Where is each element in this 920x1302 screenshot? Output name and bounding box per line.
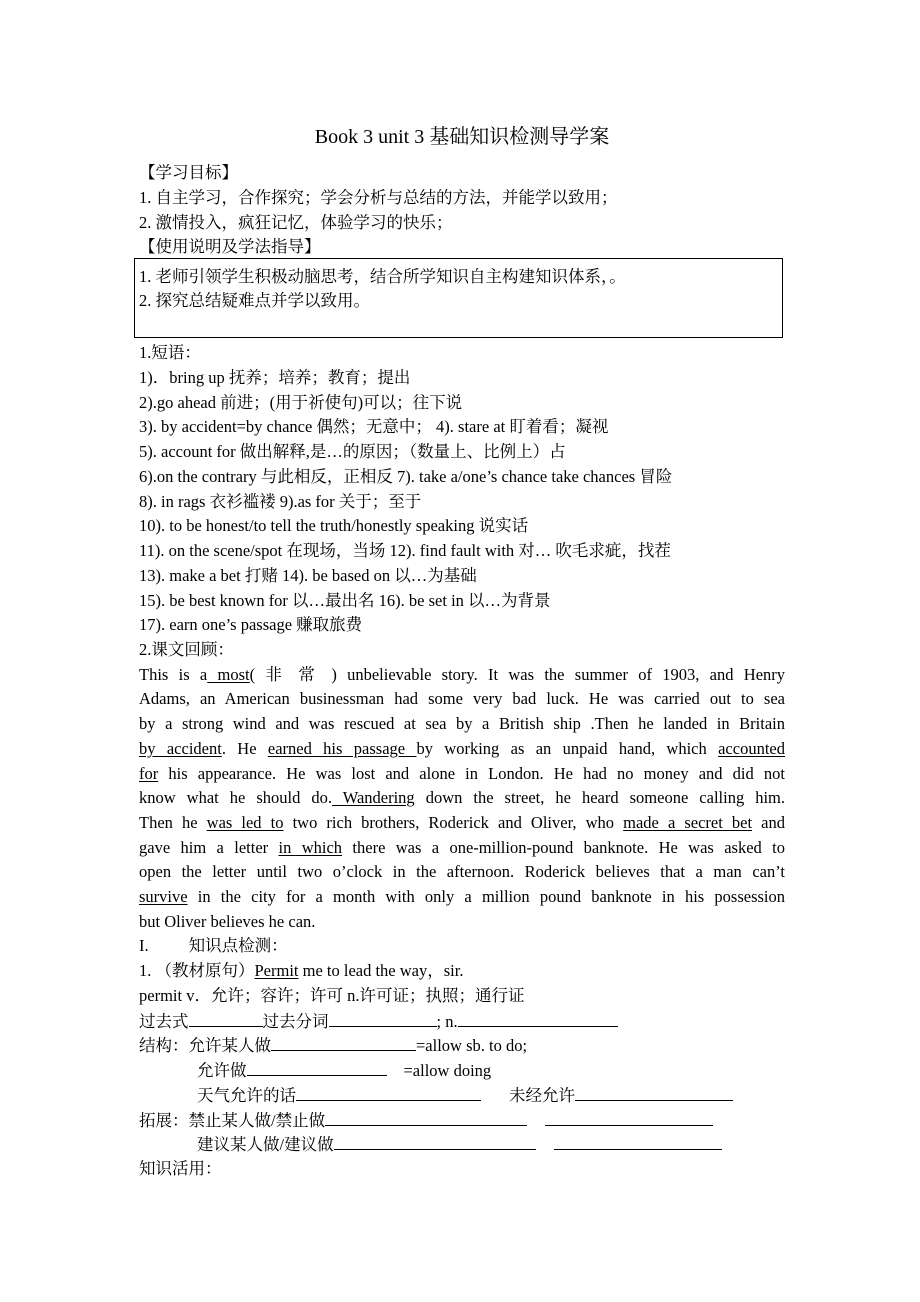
review-header: 2.课文回顾： <box>139 640 234 659</box>
phrases-header: 1.短语： <box>139 343 201 362</box>
usage-item: 1. 老师引领学生积极动脑思考，结合所学知识自主构建知识体系，。 <box>139 267 626 286</box>
paragraph-line: by accident. He earned his passage by working as an unpaid hand, which accounted <box>139 738 785 758</box>
extend-blank-4[interactable] <box>554 1132 722 1150</box>
paragraph-line: This is a most( 非 常 ) unbelievable story. It was the summer of 1903, and Henry <box>139 664 786 684</box>
noun-blank[interactable] <box>458 1009 618 1027</box>
main-content <box>139 341 785 1182</box>
forms-line: 过去式 过去分词 ; n. <box>139 1009 785 1034</box>
goal-item: 1. 自主学习，合作探究；学会分析与总结的方法，并能学以致用； <box>139 187 618 207</box>
phrase-item: 2).go ahead 前进；(用于祈使句)可以；往下说 <box>139 392 463 412</box>
phrase-item: 10). to be honest/to tell the truth/honestly speaking 说实话 <box>139 516 529 536</box>
extend-blank-2[interactable] <box>545 1108 713 1126</box>
phrase-item: 17). earn one’s passage 赚取旅费 <box>139 615 363 635</box>
paragraph-line: for his appearance. He was lost and alone in London. He had no money and did not <box>139 763 785 783</box>
extend-line-2: 建议某人做/建议做 <box>139 1132 785 1157</box>
structure-line-3: 天气允许的话 未经允许 <box>139 1083 785 1108</box>
item-1: 1. （教材原句）Permit me to lead the way，sir. <box>139 961 464 981</box>
phrase-item: 5). account for 做出解释,是…的原因；（数量上、比例上）占 <box>139 442 566 461</box>
structure-blank-1[interactable] <box>271 1033 416 1051</box>
phrase-item: 8). in rags 衣衫褴褛 9).as for 关于；至于 <box>139 491 422 511</box>
phrase-item: 13). make a bet 打赌 14). be based on 以…为基础 <box>139 565 477 585</box>
usage-box <box>134 258 783 338</box>
apply-header: 知识活用： <box>139 1159 222 1179</box>
structure-line-2: 允许做 =allow doing <box>139 1058 785 1083</box>
paragraph-line: Adams, an American businessman had some very bad luck. He was carried out to sea <box>139 689 785 709</box>
paragraph-line: Then he was led to two rich brothers, Roderick and Oliver, who made a secret bet and <box>139 812 785 832</box>
paragraph-line: gave him a letter in which there was a one-million-pound banknote. He was asked to <box>139 837 785 857</box>
extend-line-1: 拓展：禁止某人做/禁止做 <box>139 1108 785 1133</box>
goals-header: 【学习目标】 <box>139 163 238 182</box>
paragraph-line: know what he should do. Wandering down the street, he heard someone calling him. <box>139 788 785 808</box>
extend-blank-1[interactable] <box>325 1108 527 1126</box>
review-paragraph <box>139 663 785 935</box>
phrase-item: 15). be best known for 以…最出名 16). be set in 以…为背景 <box>139 590 551 610</box>
section-i-header: I. 知识点检测： <box>139 936 288 956</box>
pp-blank[interactable] <box>329 1009 437 1027</box>
document-title: Book 3 unit 3 基础知识检测导学案 <box>314 126 610 148</box>
goal-item: 2. 激情投入，疯狂记忆，体验学习的快乐； <box>139 212 453 232</box>
structure-blank-4[interactable] <box>575 1083 733 1101</box>
goals-section <box>139 161 785 260</box>
past-blank[interactable] <box>189 1009 263 1027</box>
paragraph-line: by a strong wind and was rescued at sea by a British ship .Then he landed in Britain <box>139 714 785 734</box>
usage-header: 【使用说明及学法指导】 <box>139 237 321 257</box>
usage-item: 2. 探究总结疑难点并学以致用。 <box>139 291 370 310</box>
paragraph-line: but Oliver believes he can. <box>139 911 316 931</box>
permit-definition: permit v．允许；容许；许可 n.许可证；执照；通行证 <box>139 985 525 1005</box>
extend-blank-3[interactable] <box>334 1132 536 1150</box>
phrase-item: 6).on the contrary 与此相反，正相反 7). take a/one’s chance take chances 冒险 <box>139 466 673 486</box>
structure-line-1: 结构：允许某人做 =allow sb. to do; <box>139 1033 785 1058</box>
structure-blank-2[interactable] <box>247 1058 387 1076</box>
phrase-item: 3). by accident=by chance 偶然；无意中； 4). stare at 盯着看；凝视 <box>139 417 609 437</box>
structure-blank-3[interactable] <box>296 1083 481 1101</box>
phrase-item: 11). on the scene/spot 在现场，当场 12). find fault with 对… 吹毛求疵，找茬 <box>139 541 671 560</box>
phrase-item: 1)．bring up 抚养；培养；教育；提出 <box>139 367 411 387</box>
paragraph-line: survive in the city for a month with only a million pound banknote in his possession <box>139 886 785 906</box>
paragraph-line: open the letter until two o’clock in the afternoon. Roderick believes that a man can’t <box>139 862 785 882</box>
